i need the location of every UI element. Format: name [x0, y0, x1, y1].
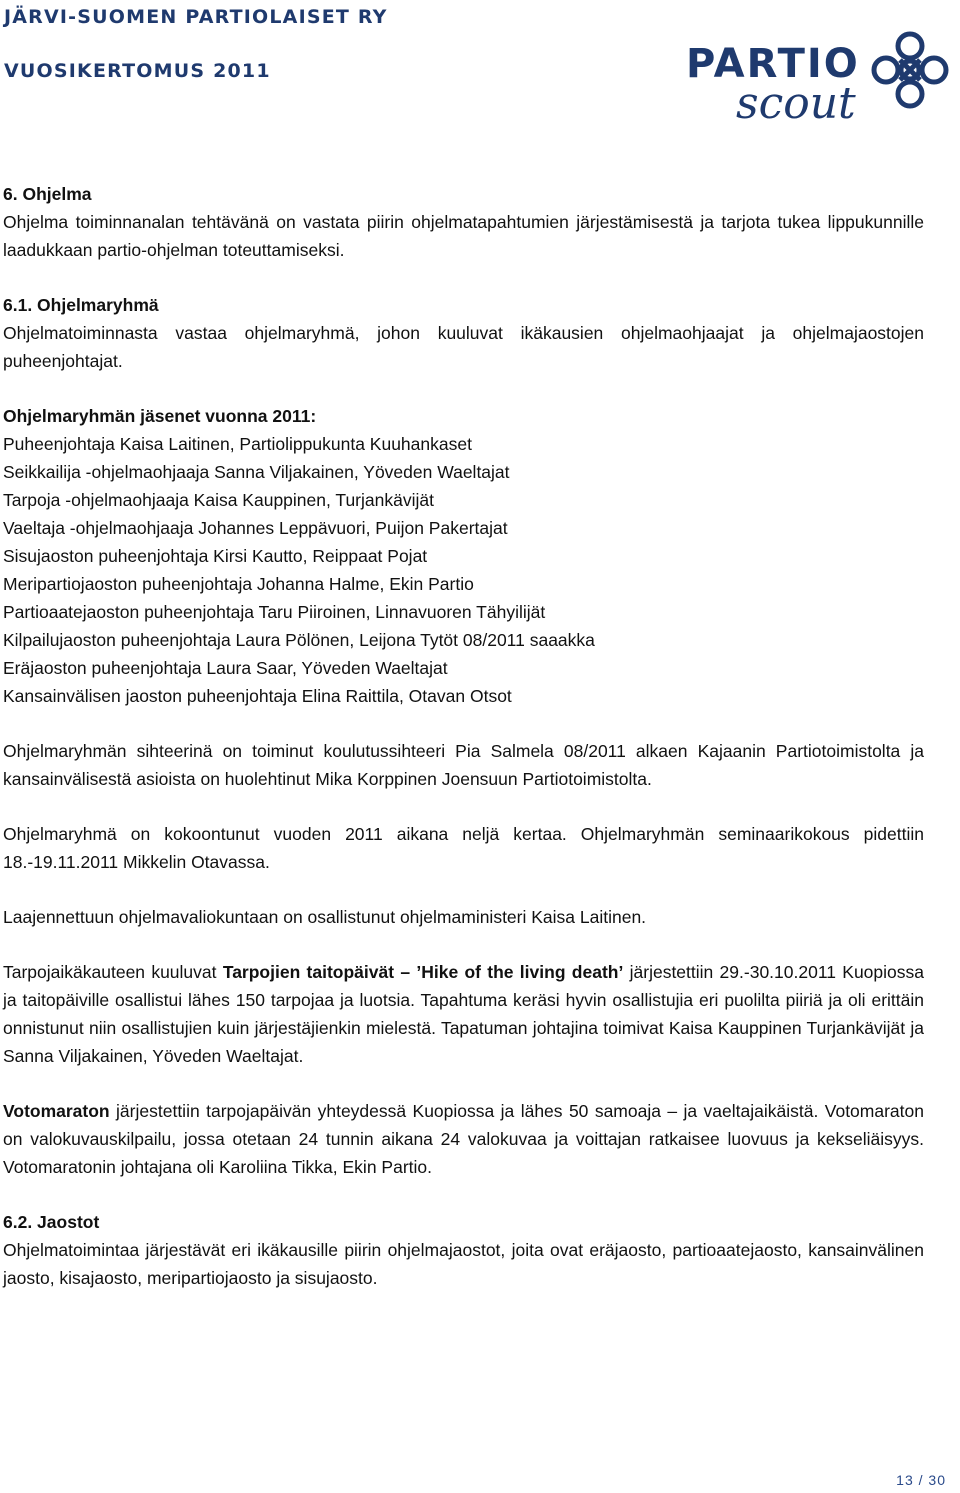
member-line: Kansainvälisen jaoston puheenjohtaja Elina Raittila, Otavan Otsot — [3, 686, 512, 706]
member-line: Seikkailija -ohjelmaohjaaja Sanna Viljakainen, Yöveden Waeltajat — [3, 462, 510, 482]
logo-word-partio: PARTIO — [686, 41, 860, 87]
member-line: Meripartiojaoston puheenjohtaja Johanna Halme, Ekin Partio — [3, 574, 474, 594]
paragraph: Ohjelma toiminnanalan tehtävänä on vastata piirin ohjelmatapahtumien järjestämisestä ja tarjota tukea lippukunnille laadukkaan partio-ohjelman toteuttamiseksi. — [3, 212, 924, 260]
event-name: Votomaraton — [3, 1101, 110, 1121]
paragraph: Ohjelmaryhmän sihteerinä on toiminut koulutussihteeri Pia Salmela 08/2011 alkaen Kajaanin Partiotoimistolta ja kansainvälisestä asioista on huolehtinut Mika Korppinen Joensuun Partiotoimistolta. — [3, 741, 924, 789]
lily-emblem-icon — [874, 34, 946, 106]
member-line: Kilpailujaoston puheenjohtaja Laura Pölönen, Leijona Tytöt 08/2011 saaakka — [3, 630, 595, 650]
members-list — [3, 430, 924, 710]
event-name: Tarpojien taitopäivät – ’Hike of the living death’ — [222, 962, 624, 982]
paragraph: Ohjelmatoiminnasta vastaa ohjelmaryhmä, johon kuuluvat ikäkausien ohjelmaohjaajat ja ohjelmajaostojen puheenjohtajat. — [3, 323, 924, 371]
page-body — [3, 180, 924, 1292]
member-line: Eräjaoston puheenjohtaja Laura Saar, Yöveden Waeltajat — [3, 658, 448, 678]
paragraph: Laajennettuun ohjelmavaliokuntaan on osallistunut ohjelmaministeri Kaisa Laitinen. — [3, 907, 647, 927]
member-line: Puheenjohtaja Kaisa Laitinen, Partiolippukunta Kuuhankaset — [3, 434, 472, 454]
section-heading: 6. Ohjelma — [3, 184, 92, 204]
member-line: Tarpoja -ohjelmaohjaaja Kaisa Kauppinen, Turjankävijät — [3, 490, 434, 510]
paragraph: Ohjelmatoimintaa järjestävät eri ikäkausille piirin ohjelmajaostot, joita ovat eräjaosto, partioaatejaosto, kansainvälinen jaosto, kisajaosto, meripartiojaosto ja sisujaosto. — [3, 1240, 924, 1288]
paragraph: Ohjelmaryhmä on kokoontunut vuoden 2011 aikana neljä kertaa. Ohjelmaryhmän seminaarikokous pidettiin 18.-19.11.2011 Mikkelin Otavassa. — [3, 824, 924, 872]
member-line: Vaeltaja -ohjelmaohjaaja Johannes Leppävuori, Puijon Pakertajat — [3, 518, 508, 538]
text-run: Tarpojaikäkauteen kuuluvat — [3, 962, 217, 982]
page-number: 13 / 30 — [896, 1472, 946, 1488]
text-run: järjestettiin 29.-30.10.2011 Kuopiossa ja taitopäiville osallistui lähes 150 tarpojaa ja luotsia. Tapahtuma keräsi hyvin osallistujia eri puolilta piiriä ja oli erittäin onnistunut niin osallistujien kuin järjestäjienkin mielestä. Tapatuman johtajina toimivat Kaisa Kauppinen Turjankävijät ja Sanna Viljakainen, Yöveden Waeltajat. — [3, 962, 924, 1066]
logo-word-scout: scout — [736, 78, 856, 129]
paragraph — [3, 958, 924, 1070]
member-line: Sisujaoston puheenjohtaja Kirsi Kautto, Reippaat Pojat — [3, 546, 428, 566]
member-line: Partioaatejaoston puheenjohtaja Taru Piiroinen, Linnavuoren Tähyilijät — [3, 602, 546, 622]
section-heading: 6.1. Ohjelmaryhmä — [3, 295, 159, 315]
section-heading: 6.2. Jaostot — [3, 1212, 100, 1232]
partio-scout-logo — [684, 22, 956, 132]
report-title: VUOSIKERTOMUS 2011 — [4, 60, 271, 82]
organization-title: JÄRVI-SUOMEN PARTIOLAISET RY — [4, 6, 388, 28]
members-heading: Ohjelmaryhmän jäsenet vuonna 2011: — [3, 406, 317, 426]
paragraph — [3, 1097, 924, 1181]
text-run: järjestettiin tarpojapäivän yhteydessä Kuopiossa ja lähes 50 samoaja – ja vaeltajaikäistä. Votomaraton on valokuvauskilpailu, jossa otetaan 24 tunnin aikana 24 valokuvaa ja voittajan ratkaisee luovuus ja kekseliäisyys. Votomaratonin johtajana oli Karoliina Tikka, Ekin Partio. — [3, 1101, 924, 1177]
